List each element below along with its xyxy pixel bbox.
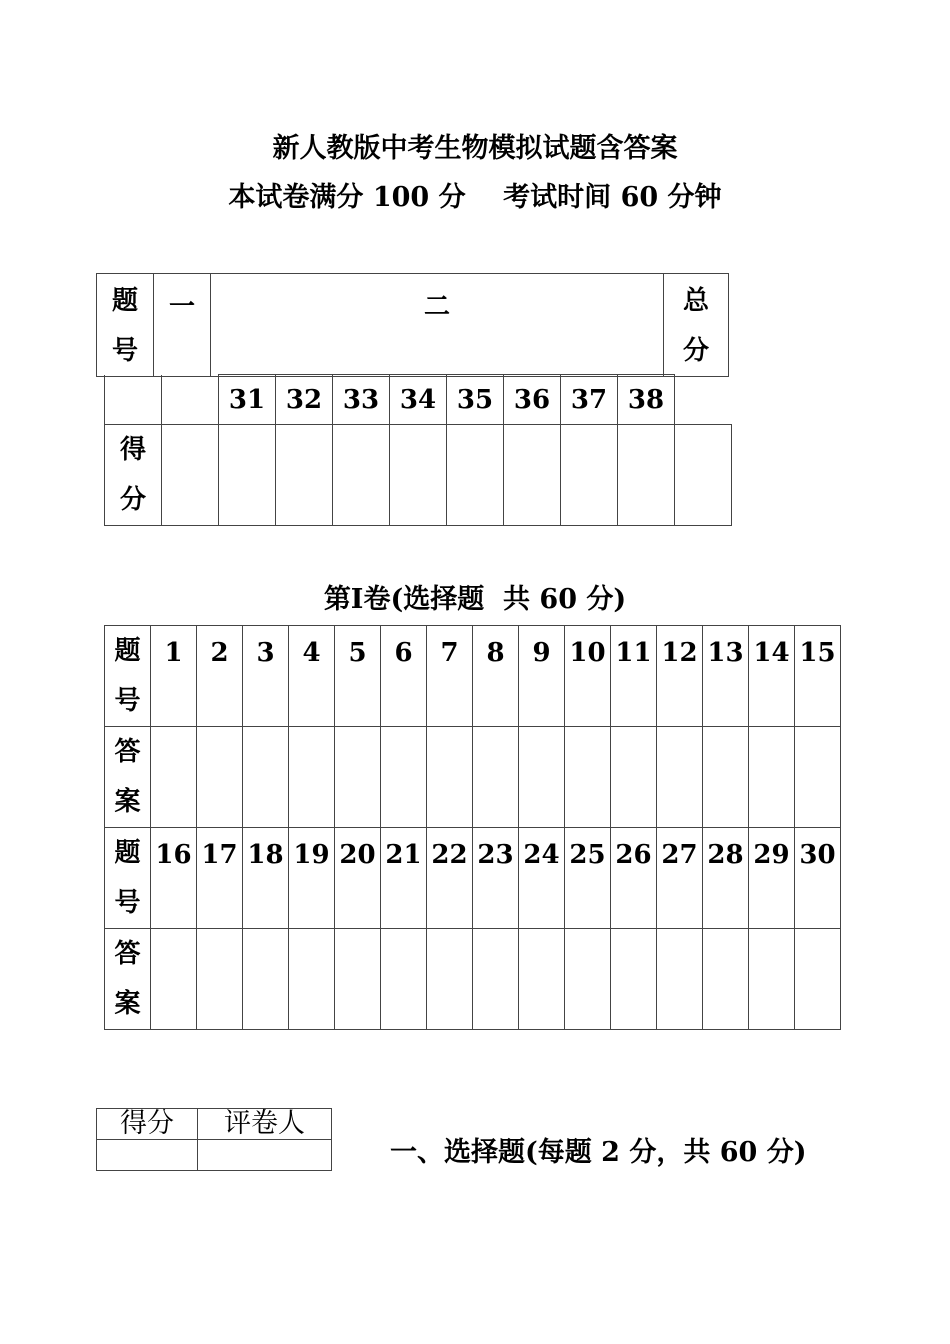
answer-cell[interactable] (565, 727, 611, 828)
question-number-cell: 14 (749, 626, 795, 727)
answer-cell[interactable] (657, 727, 703, 828)
question-number-cell: 28 (703, 828, 749, 929)
question-number-row-1 (105, 626, 841, 727)
grader-box (96, 1108, 332, 1171)
question-number-cell: 38 (618, 375, 675, 425)
answer-cell[interactable] (657, 929, 703, 1030)
answer-cell[interactable] (519, 929, 565, 1030)
answer-cell[interactable] (289, 727, 335, 828)
answer-cell[interactable] (381, 929, 427, 1030)
question-number-cell: 3 (243, 626, 289, 727)
question-number-cell: 32 (276, 375, 333, 425)
question-number-cell: 15 (795, 626, 841, 727)
question-number-cell: 1 (151, 626, 197, 727)
question-number-cell: 6 (381, 626, 427, 727)
score-input-cell[interactable] (561, 425, 618, 526)
question-number-cell: 19 (289, 828, 335, 929)
question-number-cell: 12 (657, 626, 703, 727)
answer-cell[interactable] (289, 929, 335, 1030)
answer-cell[interactable] (197, 929, 243, 1030)
question-number-cell: 2 (197, 626, 243, 727)
answer-row-1 (105, 727, 841, 828)
question-number-cell: 35 (447, 375, 504, 425)
score-label: 得分 (97, 1109, 198, 1140)
question-number-row-2 (105, 828, 841, 929)
answer-cell[interactable] (151, 929, 197, 1030)
question-number-row (105, 375, 732, 425)
answer-cell[interactable] (473, 929, 519, 1030)
question-number-cell: 17 (197, 828, 243, 929)
part-two-header: 二 (211, 274, 664, 377)
answer-cell[interactable] (335, 929, 381, 1030)
question-number-cell: 26 (611, 828, 657, 929)
score-row (105, 425, 732, 526)
question-number-cell: 4 (289, 626, 335, 727)
exam-info: 本试卷满分 100 分 考试时间 60 分钟 (228, 182, 722, 213)
question-number-cell: 36 (504, 375, 561, 425)
answer-cell[interactable] (197, 727, 243, 828)
question-number-cell: 22 (427, 828, 473, 929)
score-label: 得 分 (105, 425, 162, 526)
question-number-cell: 23 (473, 828, 519, 929)
answer-cell[interactable] (427, 929, 473, 1030)
question-number-cell: 30 (795, 828, 841, 929)
score-input-cell[interactable] (504, 425, 561, 526)
answer-cell[interactable] (795, 727, 841, 828)
score-input-cell[interactable] (618, 425, 675, 526)
score-summary-body (104, 374, 732, 526)
score-input-cell[interactable] (390, 425, 447, 526)
answer-cell[interactable] (703, 929, 749, 1030)
answer-label: 答 案 (105, 727, 151, 828)
answer-cell[interactable] (473, 727, 519, 828)
question-number-cell: 24 (519, 828, 565, 929)
question-number-cell: 33 (333, 375, 390, 425)
answer-cell[interactable] (381, 727, 427, 828)
question-number-label: 题 号 (105, 626, 151, 727)
question-number-cell: 37 (561, 375, 618, 425)
answer-cell[interactable] (611, 929, 657, 1030)
score-input-cell[interactable] (97, 1140, 198, 1171)
question-number-cell: 18 (243, 828, 289, 929)
question-number-cell: 13 (703, 626, 749, 727)
total-score-header: 总 分 (664, 274, 729, 377)
page-title: 新人教版中考生物模拟试题含答案 (272, 133, 678, 164)
empty-cell (162, 375, 219, 425)
grader-input-cell[interactable] (198, 1140, 332, 1171)
question-number-cell: 31 (219, 375, 276, 425)
grader-label: 评卷人 (198, 1109, 332, 1140)
score-input-cell[interactable] (276, 425, 333, 526)
answer-cell[interactable] (611, 727, 657, 828)
score-input-cell[interactable] (162, 425, 219, 526)
score-input-cell[interactable] (447, 425, 504, 526)
question-number-cell: 21 (381, 828, 427, 929)
answer-cell[interactable] (749, 929, 795, 1030)
question-number-cell: 8 (473, 626, 519, 727)
answer-cell[interactable] (335, 727, 381, 828)
answer-cell[interactable] (151, 727, 197, 828)
section-title: 第Ⅰ卷(选择题 共 60 分) (323, 584, 627, 615)
part-one-header: 一 (154, 274, 211, 377)
question-number-cell: 5 (335, 626, 381, 727)
score-summary-header (96, 273, 729, 377)
question-number-cell: 11 (611, 626, 657, 727)
answer-cell[interactable] (795, 929, 841, 1030)
answer-cell[interactable] (427, 727, 473, 828)
score-input-cell[interactable] (675, 425, 732, 526)
answer-cell[interactable] (565, 929, 611, 1030)
score-input-cell[interactable] (219, 425, 276, 526)
question-number-cell: 16 (151, 828, 197, 929)
question-number-label: 题 号 (105, 828, 151, 929)
score-input-cell[interactable] (333, 425, 390, 526)
question-number-cell: 34 (390, 375, 447, 425)
question-number-cell: 9 (519, 626, 565, 727)
question-number-cell: 27 (657, 828, 703, 929)
empty-cell (675, 375, 732, 425)
question-number-label: 题 号 (97, 274, 154, 377)
question-number-cell: 10 (565, 626, 611, 727)
answer-row-2 (105, 929, 841, 1030)
question-number-cell: 7 (427, 626, 473, 727)
question-number-cell: 25 (565, 828, 611, 929)
answer-cell[interactable] (703, 727, 749, 828)
question-number-cell: 20 (335, 828, 381, 929)
answer-cell[interactable] (749, 727, 795, 828)
section-heading: 一、选择题(每题 2 分，共 60 分) (390, 1137, 807, 1168)
answer-cell[interactable] (243, 929, 289, 1030)
answer-cell[interactable] (519, 727, 565, 828)
question-number-cell: 29 (749, 828, 795, 929)
empty-cell (105, 375, 162, 425)
answer-sheet-table (104, 625, 841, 1030)
answer-label: 答 案 (105, 929, 151, 1030)
answer-cell[interactable] (243, 727, 289, 828)
